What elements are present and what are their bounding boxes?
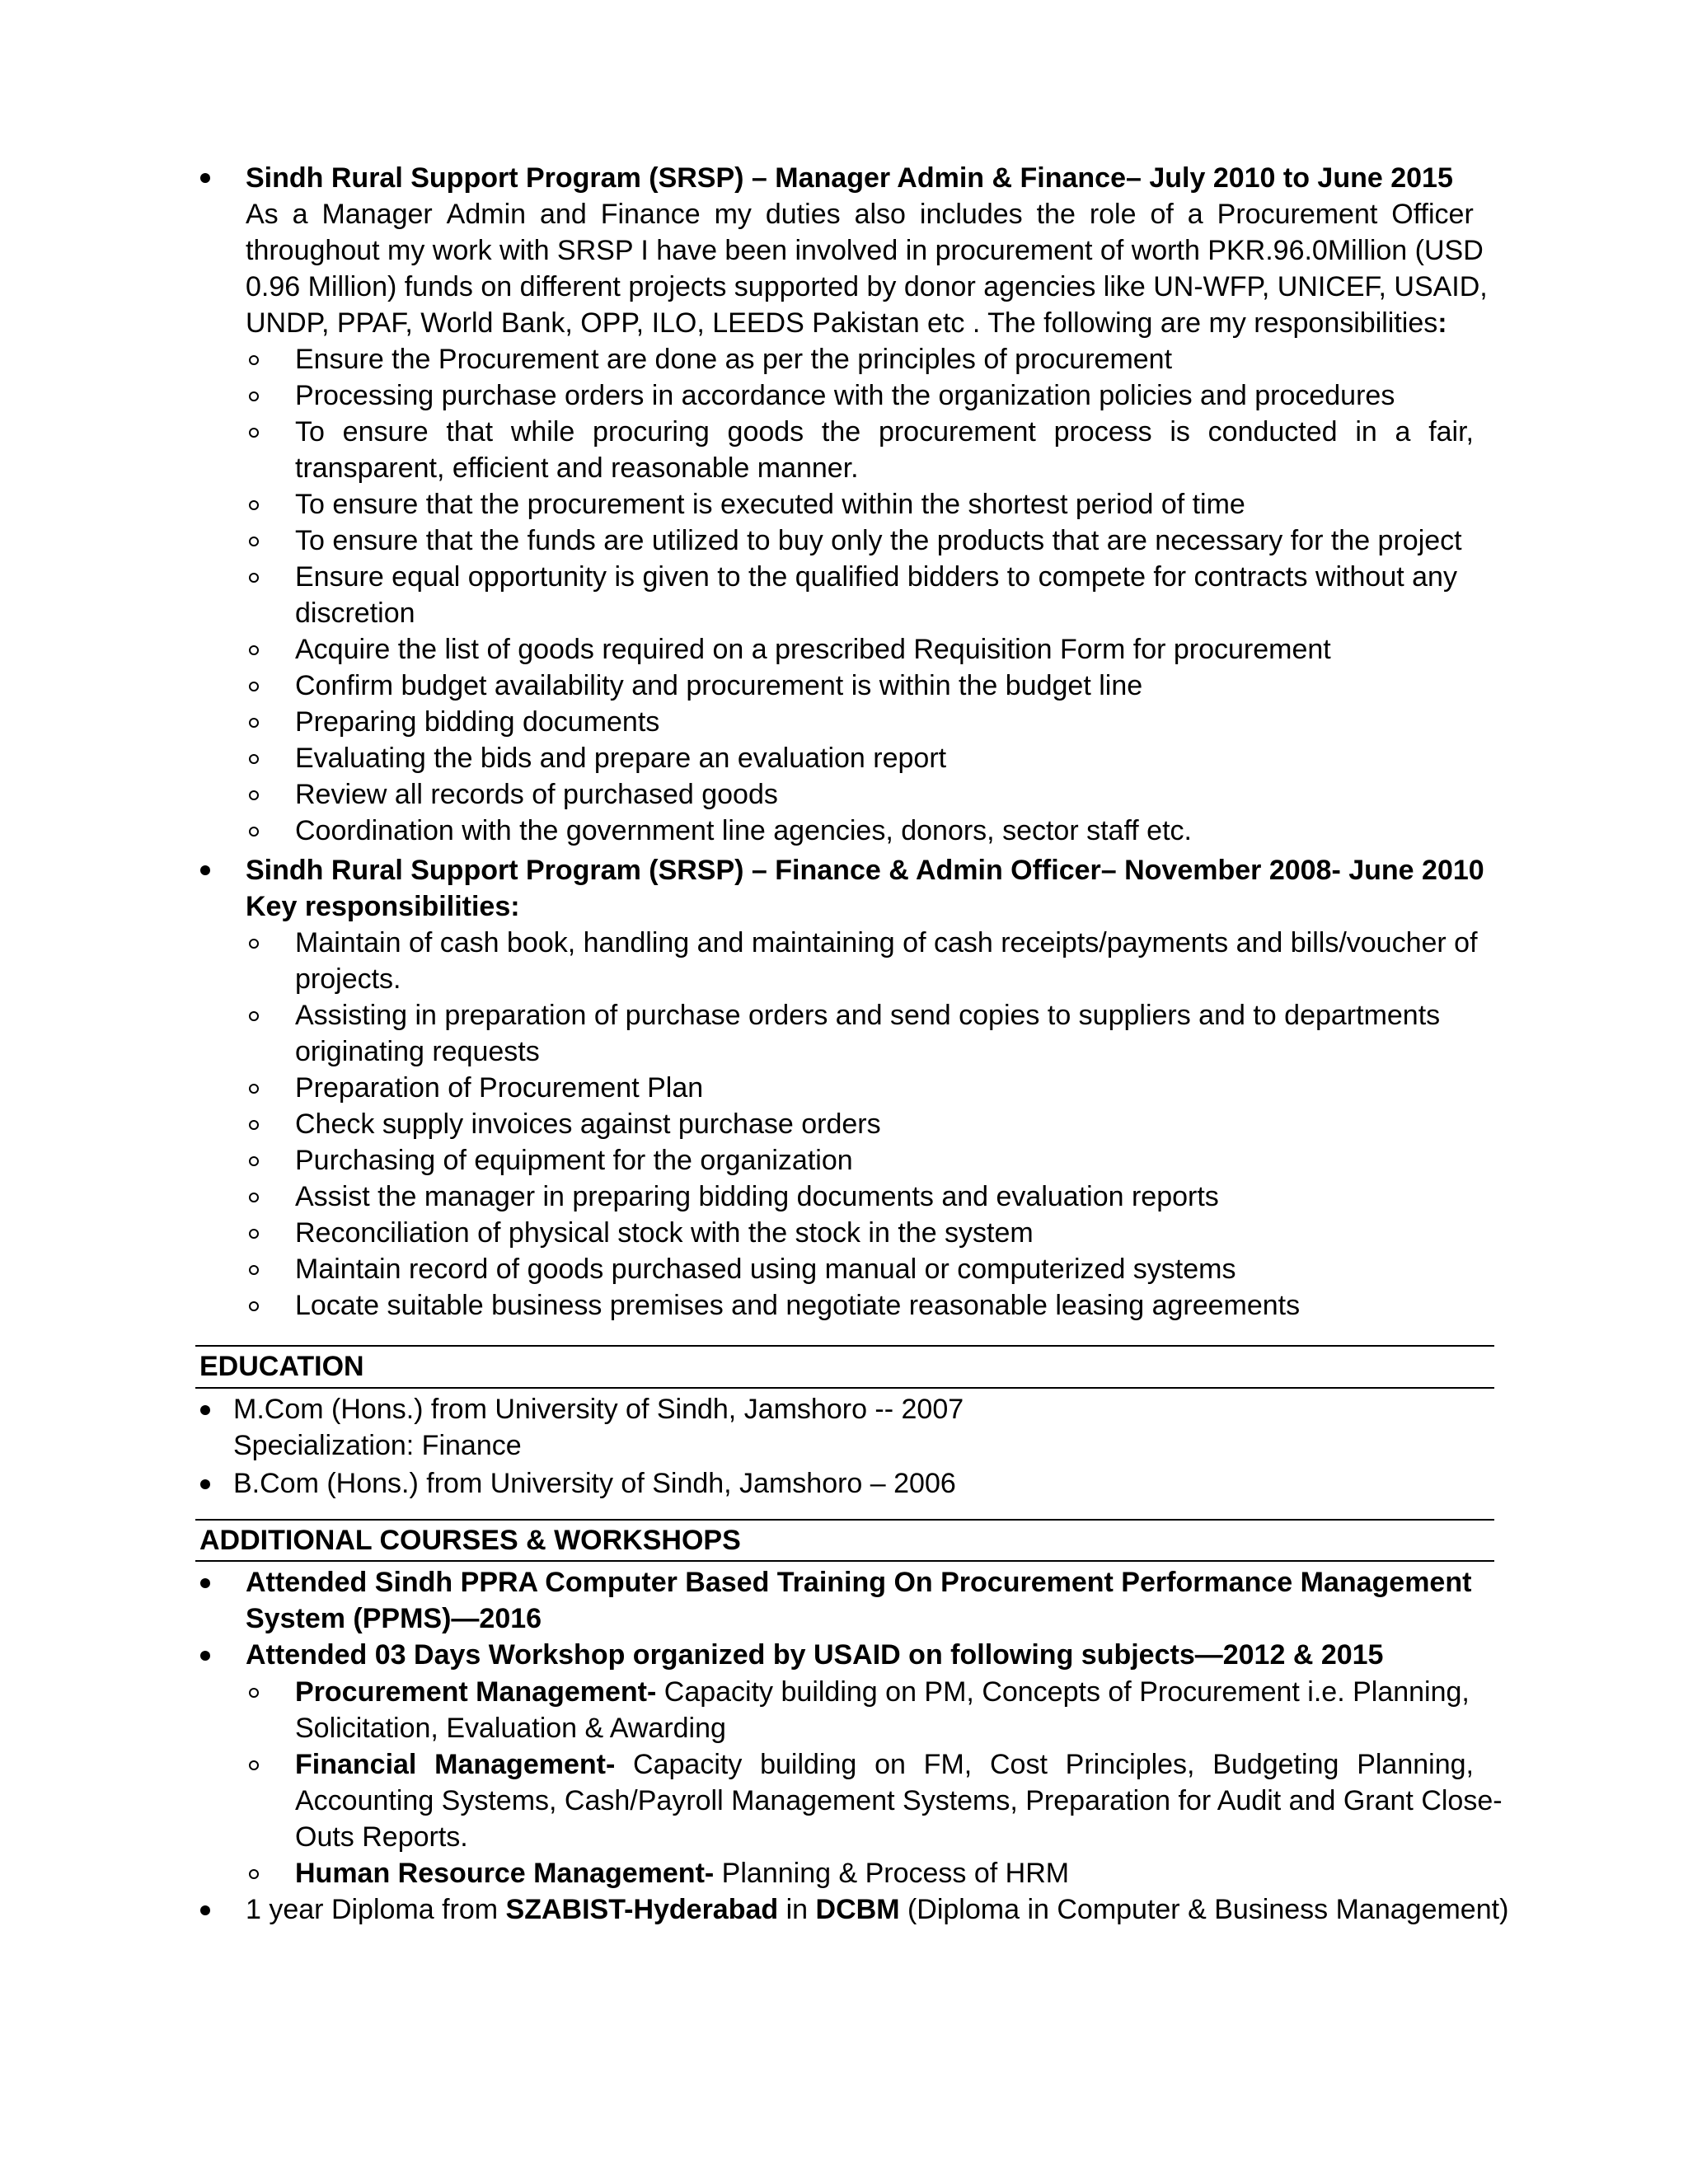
bullet-icon (200, 173, 210, 183)
text: 1 year Diploma from (246, 1894, 506, 1925)
list-item: Processing purchase orders in accordance with the organization policies and procedures (295, 380, 1395, 411)
circle-bullet-icon (249, 1265, 259, 1275)
job-description-line: 0.96 Million) funds on different projects supported by donor agencies like UN-WFP, UNICEF, USAID, (246, 271, 1488, 302)
word: Management- (434, 1749, 616, 1780)
word: and (540, 199, 587, 230)
circle-bullet-icon (249, 428, 259, 438)
word: As (246, 199, 279, 230)
education-item: B.Com (Hons.) from University of Sindh, Jamshoro – 2006 (233, 1468, 956, 1499)
circle-bullet-icon (249, 1193, 259, 1202)
word: a (292, 199, 308, 230)
divider (195, 1519, 1494, 1521)
circle-bullet-icon (249, 391, 259, 401)
list-item: To ensure that the procurement is executed within the shortest period of time (295, 489, 1245, 520)
subject-name: Procurement Management- (295, 1676, 657, 1708)
workshop-subject (295, 1746, 1474, 1783)
bullet-icon (200, 1479, 210, 1489)
list-item: Preparation of Procurement Plan (295, 1072, 704, 1104)
word: a (1187, 199, 1203, 230)
word: Planning, (1357, 1749, 1474, 1780)
list-item: Maintain of cash book, handling and maintaining of cash receipts/payments and bills/voucher of (295, 927, 1478, 958)
word: Manager (321, 199, 433, 230)
list-item: Coordination with the government line agencies, donors, sector staff etc. (295, 815, 1192, 846)
list-item-continuation: projects. (295, 963, 401, 995)
circle-bullet-icon (249, 1011, 259, 1021)
word: includes (919, 199, 1023, 230)
list-item-continuation: originating requests (295, 1036, 540, 1067)
word: Budgeting (1212, 1749, 1339, 1780)
word: Finance (600, 199, 701, 230)
bullet-icon (200, 1651, 210, 1661)
list-item: Maintain record of goods purchased using manual or computerized systems (295, 1254, 1236, 1285)
list-item: Reconciliation of physical stock with the stock in the system (295, 1217, 1034, 1249)
job-description-line (246, 196, 1474, 232)
list-item: Check supply invoices against purchase orders (295, 1108, 881, 1140)
word: the (1036, 199, 1076, 230)
section-heading: EDUCATION (199, 1351, 364, 1382)
word: Financial (295, 1749, 417, 1780)
list-item: To ensure that while procuring goods the procurement process is conducted in a fair, (295, 416, 1474, 448)
word: Admin (446, 199, 527, 230)
list-item: Evaluating the bids and prepare an evaluation report (295, 743, 947, 774)
word: my (714, 199, 752, 230)
course-item (246, 1891, 1508, 1928)
list-item-continuation: discretion (295, 598, 415, 629)
bullet-icon (200, 1905, 210, 1915)
job-title: Sindh Rural Support Program (SRSP) – Finance & Admin Officer– November 2008- June 2010 (246, 855, 1484, 886)
subject-detail: Planning & Process of HRM (714, 1858, 1070, 1889)
word: Capacity (633, 1749, 743, 1780)
workshop-subject-continuation: Accounting Systems, Cash/Payroll Management Systems, Preparation for Audit and Grant Close- (295, 1785, 1503, 1816)
divider (195, 1387, 1494, 1389)
word: duties (765, 199, 841, 230)
list-item: Ensure equal opportunity is given to the qualified bidders to compete for contracts without any (295, 561, 1457, 593)
workshop-subject-continuation: Solicitation, Evaluation & Awarding (295, 1713, 726, 1744)
job-title: Sindh Rural Support Program (SRSP) – Manager Admin & Finance– July 2010 to June 2015 (246, 162, 1453, 194)
list-item: Ensure the Procurement are done as per the principles of procurement (295, 344, 1173, 375)
circle-bullet-icon (249, 1688, 259, 1698)
circle-bullet-icon (249, 1120, 259, 1130)
circle-bullet-icon (249, 754, 259, 764)
job-description-line (246, 305, 1447, 341)
list-item: To ensure that the funds are utilized to buy only the products that are necessary for the project (295, 525, 1462, 556)
bullet-icon (200, 1405, 210, 1415)
workshop-subject (295, 1855, 1069, 1891)
word: also (854, 199, 906, 230)
circle-bullet-icon (249, 500, 259, 510)
circle-bullet-icon (249, 939, 259, 949)
word: Cost (989, 1749, 1048, 1780)
bullet-icon (200, 865, 210, 875)
job-description-line: throughout my work with SRSP I have been involved in procurement of worth PKR.96.0Million (USD (246, 235, 1484, 266)
list-item: Assist the manager in preparing bidding documents and evaluation reports (295, 1181, 1219, 1212)
subject-name: Human Resource Management- (295, 1858, 715, 1889)
circle-bullet-icon (249, 718, 259, 728)
word: Principles, (1065, 1749, 1195, 1780)
word: role (1089, 199, 1137, 230)
section-heading: ADDITIONAL COURSES & WORKSHOPS (199, 1525, 741, 1556)
circle-bullet-icon (249, 1760, 259, 1770)
circle-bullet-icon (249, 682, 259, 691)
word: building (760, 1749, 857, 1780)
colon: : (1437, 307, 1447, 339)
circle-bullet-icon (249, 827, 259, 837)
list-item: Confirm budget availability and procurement is within the budget line (295, 670, 1143, 701)
circle-bullet-icon (249, 1084, 259, 1094)
course-item: Attended 03 Days Workshop organized by USAID on following subjects—2012 & 2015 (246, 1639, 1384, 1671)
circle-bullet-icon (249, 573, 259, 583)
divider (195, 1560, 1494, 1562)
circle-bullet-icon (249, 1229, 259, 1239)
circle-bullet-icon (249, 1301, 259, 1311)
word: Procurement (1217, 199, 1378, 230)
text: UNDP, PPAF, World Bank, OPP, ILO, LEEDS Pakistan etc . The following are my responsibilities (246, 307, 1438, 339)
list-item: Purchasing of equipment for the organization (295, 1145, 853, 1176)
divider (195, 1345, 1494, 1347)
circle-bullet-icon (249, 1869, 259, 1879)
bullet-icon (200, 1578, 210, 1588)
workshop-subject (295, 1674, 1470, 1710)
circle-bullet-icon (249, 790, 259, 800)
word: FM, (923, 1749, 973, 1780)
workshop-subject-continuation: Outs Reports. (295, 1821, 468, 1853)
list-item-continuation: transparent, efficient and reasonable manner. (295, 452, 859, 484)
course-item: Attended Sindh PPRA Computer Based Training On Procurement Performance Management (246, 1567, 1472, 1598)
word: Officer (1391, 199, 1474, 230)
circle-bullet-icon (249, 355, 259, 365)
circle-bullet-icon (249, 1156, 259, 1166)
text: (Diploma in Computer & Business Management) (899, 1894, 1509, 1925)
education-item-detail: Specialization: Finance (233, 1430, 522, 1461)
education-item: M.Com (Hons.) from University of Sindh, Jamshoro -- 2007 (233, 1394, 964, 1425)
list-item: Locate suitable business premises and negotiate reasonable leasing agreements (295, 1290, 1301, 1321)
subject-detail: Capacity building on PM, Concepts of Procurement i.e. Planning, (656, 1676, 1470, 1708)
list-item: Review all records of purchased goods (295, 779, 778, 810)
word: of (1150, 199, 1174, 230)
list-item: Preparing bidding documents (295, 706, 660, 738)
circle-bullet-icon (249, 537, 259, 546)
diploma-code: DCBM (815, 1894, 900, 1925)
circle-bullet-icon (249, 645, 259, 655)
word: on (874, 1749, 906, 1780)
job-subtitle: Key responsibilities: (246, 891, 520, 922)
list-item: Acquire the list of goods required on a prescribed Requisition Form for procurement (295, 634, 1331, 665)
course-item-continuation: System (PPMS)—2016 (246, 1603, 542, 1634)
text: in (778, 1894, 816, 1925)
list-item: Assisting in preparation of purchase orders and send copies to suppliers and to departments (295, 1000, 1441, 1031)
institution: SZABIST-Hyderabad (505, 1894, 779, 1925)
